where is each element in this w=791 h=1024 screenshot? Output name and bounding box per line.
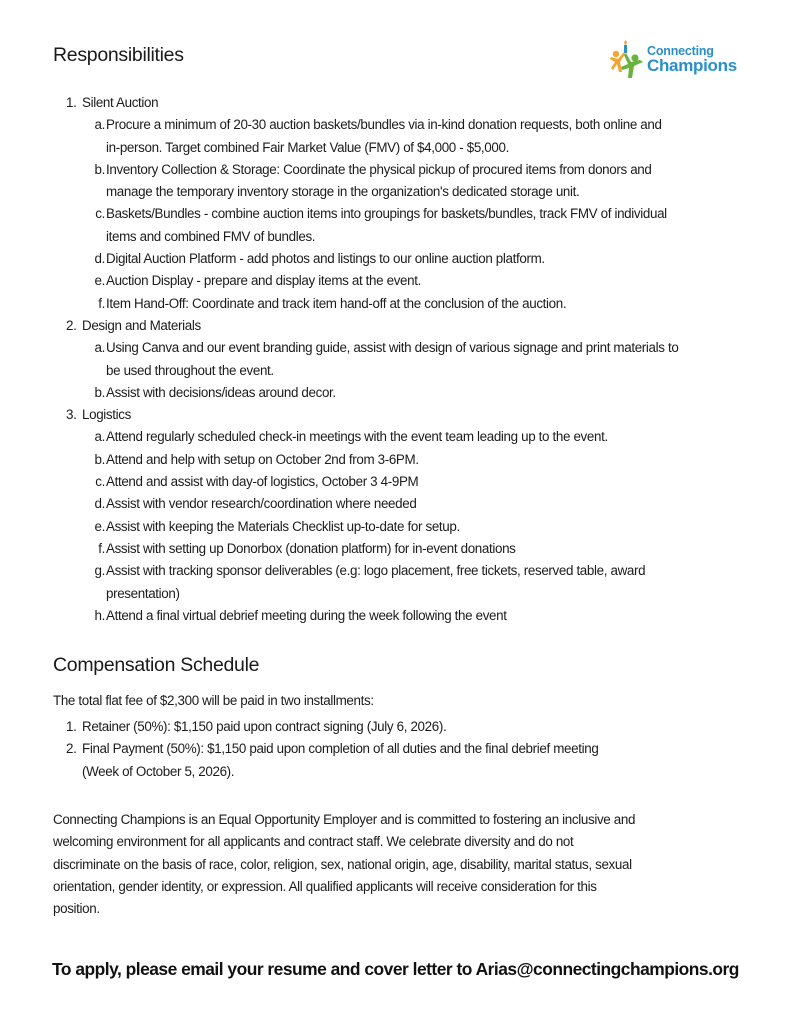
- item-text: Attend regularly scheduled check-in meetings with the event team leading up to the event.: [106, 429, 608, 445]
- item-letter: d.: [94, 251, 105, 267]
- list-item: [66, 426, 678, 448]
- section-title: Silent Auction: [82, 95, 159, 110]
- list-item: [66, 337, 678, 382]
- item-letter: a.: [94, 117, 105, 133]
- item-letter: f.: [98, 540, 105, 556]
- list-item: [66, 738, 598, 783]
- list-item: [66, 538, 678, 560]
- list-item: [66, 270, 678, 292]
- eeo-line: orientation, gender identity, or expression. All qualified applicants will receive consideration for this: [53, 878, 597, 894]
- item-text-continued: in-person. Target combined Fair Market Value (FMV) of $4,000 - $5,000.: [106, 139, 509, 155]
- item-text: Procure a minimum of 20-30 auction baskets/bundles via in-kind donation requests, both online and: [106, 117, 662, 133]
- item-letter: e.: [94, 273, 105, 289]
- item-text: Item Hand-Off: Coordinate and track item hand-off at the conclusion of the auction.: [106, 295, 567, 311]
- list-item: [66, 716, 598, 738]
- list-item: [66, 159, 678, 204]
- item-letter: a.: [94, 429, 105, 445]
- item-text: Inventory Collection & Storage: Coordinate the physical pickup of procured items from donors and: [106, 161, 652, 177]
- item-letter: e.: [94, 518, 105, 534]
- section-number: 1.: [66, 95, 77, 110]
- item-letter: f.: [98, 295, 105, 311]
- item-text: Using Canva and our event branding guide, assist with design of various signage and print materials to: [106, 340, 679, 356]
- list-item: [66, 493, 678, 515]
- item-text: Attend and assist with day-of logistics, October 3 4-9PM: [106, 474, 419, 490]
- compensation-intro: The total flat fee of $2,300 will be paid in two installments:: [53, 693, 374, 708]
- equal-opportunity-statement: [53, 809, 693, 920]
- item-text: Assist with keeping the Materials Checklist up-to-date for setup.: [106, 518, 460, 534]
- list-item: [66, 449, 678, 471]
- section-silent-auction: [66, 92, 678, 114]
- item-letter: b.: [94, 384, 105, 400]
- list-item: [66, 293, 678, 315]
- section-number: 3.: [66, 407, 77, 423]
- item-letter: c.: [95, 474, 105, 490]
- item-text: Assist with decisions/ideas around decor.: [106, 384, 336, 400]
- item-letter: a.: [94, 340, 105, 356]
- list-item: [66, 382, 678, 404]
- section-number: 2.: [66, 317, 77, 333]
- item-text: Auction Display - prepare and display items at the event.: [106, 273, 421, 289]
- item-letter: d.: [94, 496, 105, 512]
- item-letter: c.: [95, 206, 105, 222]
- item-text: Digital Auction Platform - add photos and listings to our online auction platform.: [106, 251, 545, 267]
- list-item: [66, 605, 678, 627]
- list-item: [66, 203, 678, 248]
- compensation-list: [66, 716, 598, 783]
- list-item: [66, 114, 678, 159]
- item-number: 1.: [66, 719, 77, 734]
- item-text: Attend a final virtual debrief meeting during the week following the event: [106, 607, 507, 623]
- item-letter: h.: [94, 607, 105, 623]
- item-number: 2.: [66, 741, 77, 757]
- list-item: [66, 248, 678, 270]
- section-design-and-materials: [66, 315, 678, 337]
- logo-line-1: Connecting: [647, 44, 714, 58]
- item-text: Retainer (50%): $1,150 paid upon contract signing (July 6, 2026).: [82, 719, 447, 734]
- item-text: Attend and help with setup on October 2nd from 3-6PM.: [106, 451, 419, 467]
- logo-line-2: Champions: [647, 56, 737, 75]
- list-item: [66, 471, 678, 493]
- responsibilities-heading: Responsibilities: [53, 44, 184, 66]
- item-text: Baskets/Bundles - combine auction items into groupings for baskets/bundles, track FMV of individual: [106, 206, 667, 222]
- eeo-line: welcoming environment for all applicants and contract staff. We celebrate diversity and do not: [53, 834, 574, 850]
- item-text-continued: items and combined FMV of bundles.: [106, 228, 316, 244]
- list-item: [66, 516, 678, 538]
- eeo-line: Connecting Champions is an Equal Opportunity Employer and is committed to fostering an inclusive and: [53, 812, 636, 827]
- item-text: Assist with setting up Donorbox (donation platform) for in-event donations: [106, 540, 516, 556]
- item-text: Assist with tracking sponsor deliverables (e.g: logo placement, free tickets, reserved table, award: [106, 563, 646, 579]
- connecting-champions-logo: [610, 40, 760, 80]
- item-text-continued: (Week of October 5, 2026).: [82, 763, 235, 779]
- responsibilities-list: [66, 92, 678, 627]
- item-letter: b.: [94, 451, 105, 467]
- item-text-continued: be used throughout the event.: [106, 362, 274, 378]
- item-text: Final Payment (50%): $1,150 paid upon completion of all duties and the final debrief meeting: [82, 741, 599, 757]
- item-text: Assist with vendor research/coordination where needed: [106, 496, 417, 512]
- eeo-line: discriminate on the basis of race, color, religion, sex, national origin, age, disability, marital status, sexual: [53, 856, 632, 872]
- eeo-line: position.: [53, 901, 100, 917]
- section-logistics: [66, 404, 678, 426]
- item-letter: b.: [94, 161, 105, 177]
- apply-instructions: To apply, please email your resume and cover letter to Arias@connectingchampions.org: [52, 959, 739, 979]
- section-title: Logistics: [82, 407, 131, 423]
- section-title: Design and Materials: [82, 317, 201, 333]
- item-letter: g.: [94, 563, 105, 579]
- list-item: [66, 560, 678, 605]
- item-text-continued: presentation): [106, 585, 180, 601]
- people-celebrating-torch-icon: [610, 40, 646, 80]
- compensation-heading: Compensation Schedule: [53, 654, 260, 676]
- item-text-continued: manage the temporary inventory storage in the organization's dedicated storage unit.: [106, 184, 580, 200]
